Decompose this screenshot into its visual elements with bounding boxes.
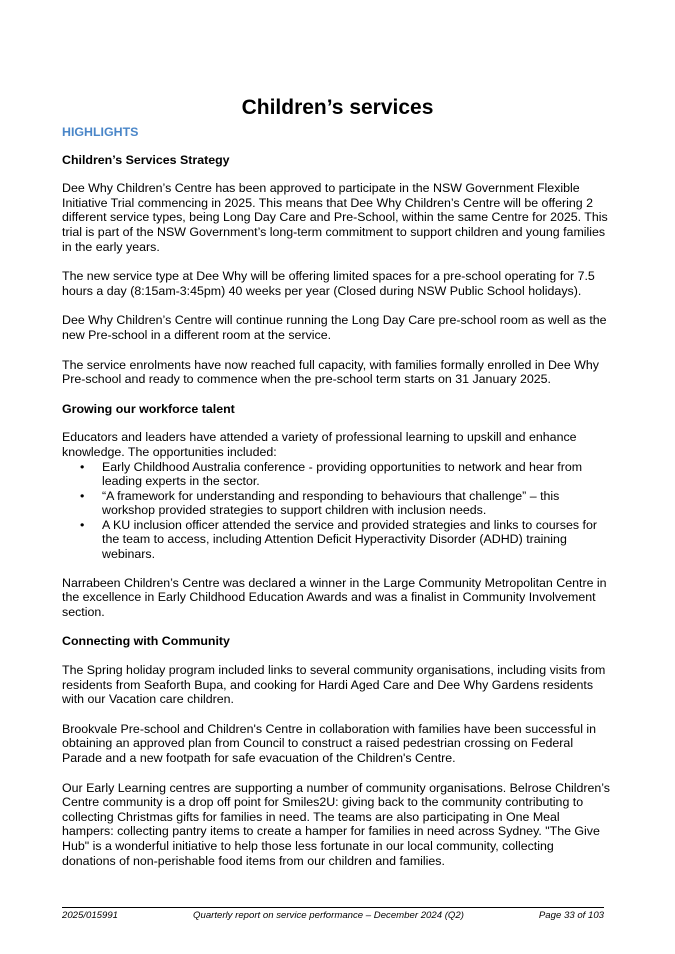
list-item: • “A framework for understanding and responding to behaviours that challenge” – this workshop provided strategies to support children with inclusion needs. [102,489,610,518]
paragraph: Dee Why Children’s Centre has been approved to participate in the NSW Government Flexible Initiative Trial commencing in 2025. This means that Dee Why Children’s Centre will be offering 2 different service types, being Long Day Care and Pre-School, within the same Centre for 2025. This trial is part of the NSW Government’s long-term commitment to support children and young families in the early years. [62,181,608,254]
section-heading-childrens-services-strategy: Children’s Services Strategy [62,152,230,167]
footer-doc-number: 2025/015991 [62,910,119,921]
paragraph: Dee Why Children’s Centre will continue running the Long Day Care pre-school room as well as the new Pre-school in a different room at the service. [62,313,607,342]
paragraph: The service enrolments have now reached full capacity, with families formally enrolled in Dee Why Pre-school and ready to commence when the pre-school term starts on 31 January 2025. [62,357,599,387]
footer-page-number: Page 33 of 103 [538,910,604,921]
page-content [62,125,610,883]
section-heading-growing-workforce-talent: Growing our workforce talent [62,401,235,416]
footer-report-title: Quarterly report on service performance – December 2024 (Q2) [193,910,464,921]
section-heading-connecting-with-community: Connecting with Community [62,634,230,649]
paragraph: Narrabeen Children’s Centre was declared a winner in the Large Community Metropolitan Centre in the excellence in Early Childhood Education Awards and was a finalist in Community Involvement section. [62,575,607,619]
highlights-label: HIGHLIGHTS [62,125,139,139]
paragraph: Our Early Learning centres are supporting a number of community organisations. Belrose Children’s Centre community is a drop off point for Smiles2U: giving back to the community contributing to collecting Christmas gifts for families in need. The teams are also participating in One Meal hampers: collecting pantry items to create a hamper for families in need across Sydney. "The Give Hub" is a wonderful initiative to help those less fortunate in our local community, collecting donations of non-perishable food items from our children and families. [62,780,610,868]
paragraph: The Spring holiday program included links to several community organisations, including visits from residents from Seaforth Bupa, and cooking for Hardi Aged Care and Dee Why Gardens residents with our Vacation care children. [62,663,606,707]
list-item: • Early Childhood Australia conference - providing opportunities to network and hear from leading experts in the sector. [102,460,610,489]
page-title: Children’s services [241,96,434,120]
opportunities-list [62,460,610,562]
paragraph: The new service type at Dee Why will be offering limited spaces for a pre-school operating for 7.5 hours a day (8:15am-3:45pm) 40 weeks per year (Closed during NSW Public School holidays). [62,269,595,298]
page-footer [62,907,604,921]
list-item: • A KU inclusion officer attended the service and provided strategies and links to courses for the team to access, including Attention Deficit Hyperactivity Disorder (ADHD) training webinars. [102,518,610,562]
paragraph: Educators and leaders have attended a variety of professional learning to upskill and enhance knowledge. The opportunities included: [62,430,577,459]
paragraph: Brookvale Pre-school and Children's Centre in collaboration with families have been successful in obtaining an approved plan from Council to construct a raised pedestrian crossing on Federal Parade and a new footpath for safe evacuation of the Children's Centre. [62,721,597,765]
